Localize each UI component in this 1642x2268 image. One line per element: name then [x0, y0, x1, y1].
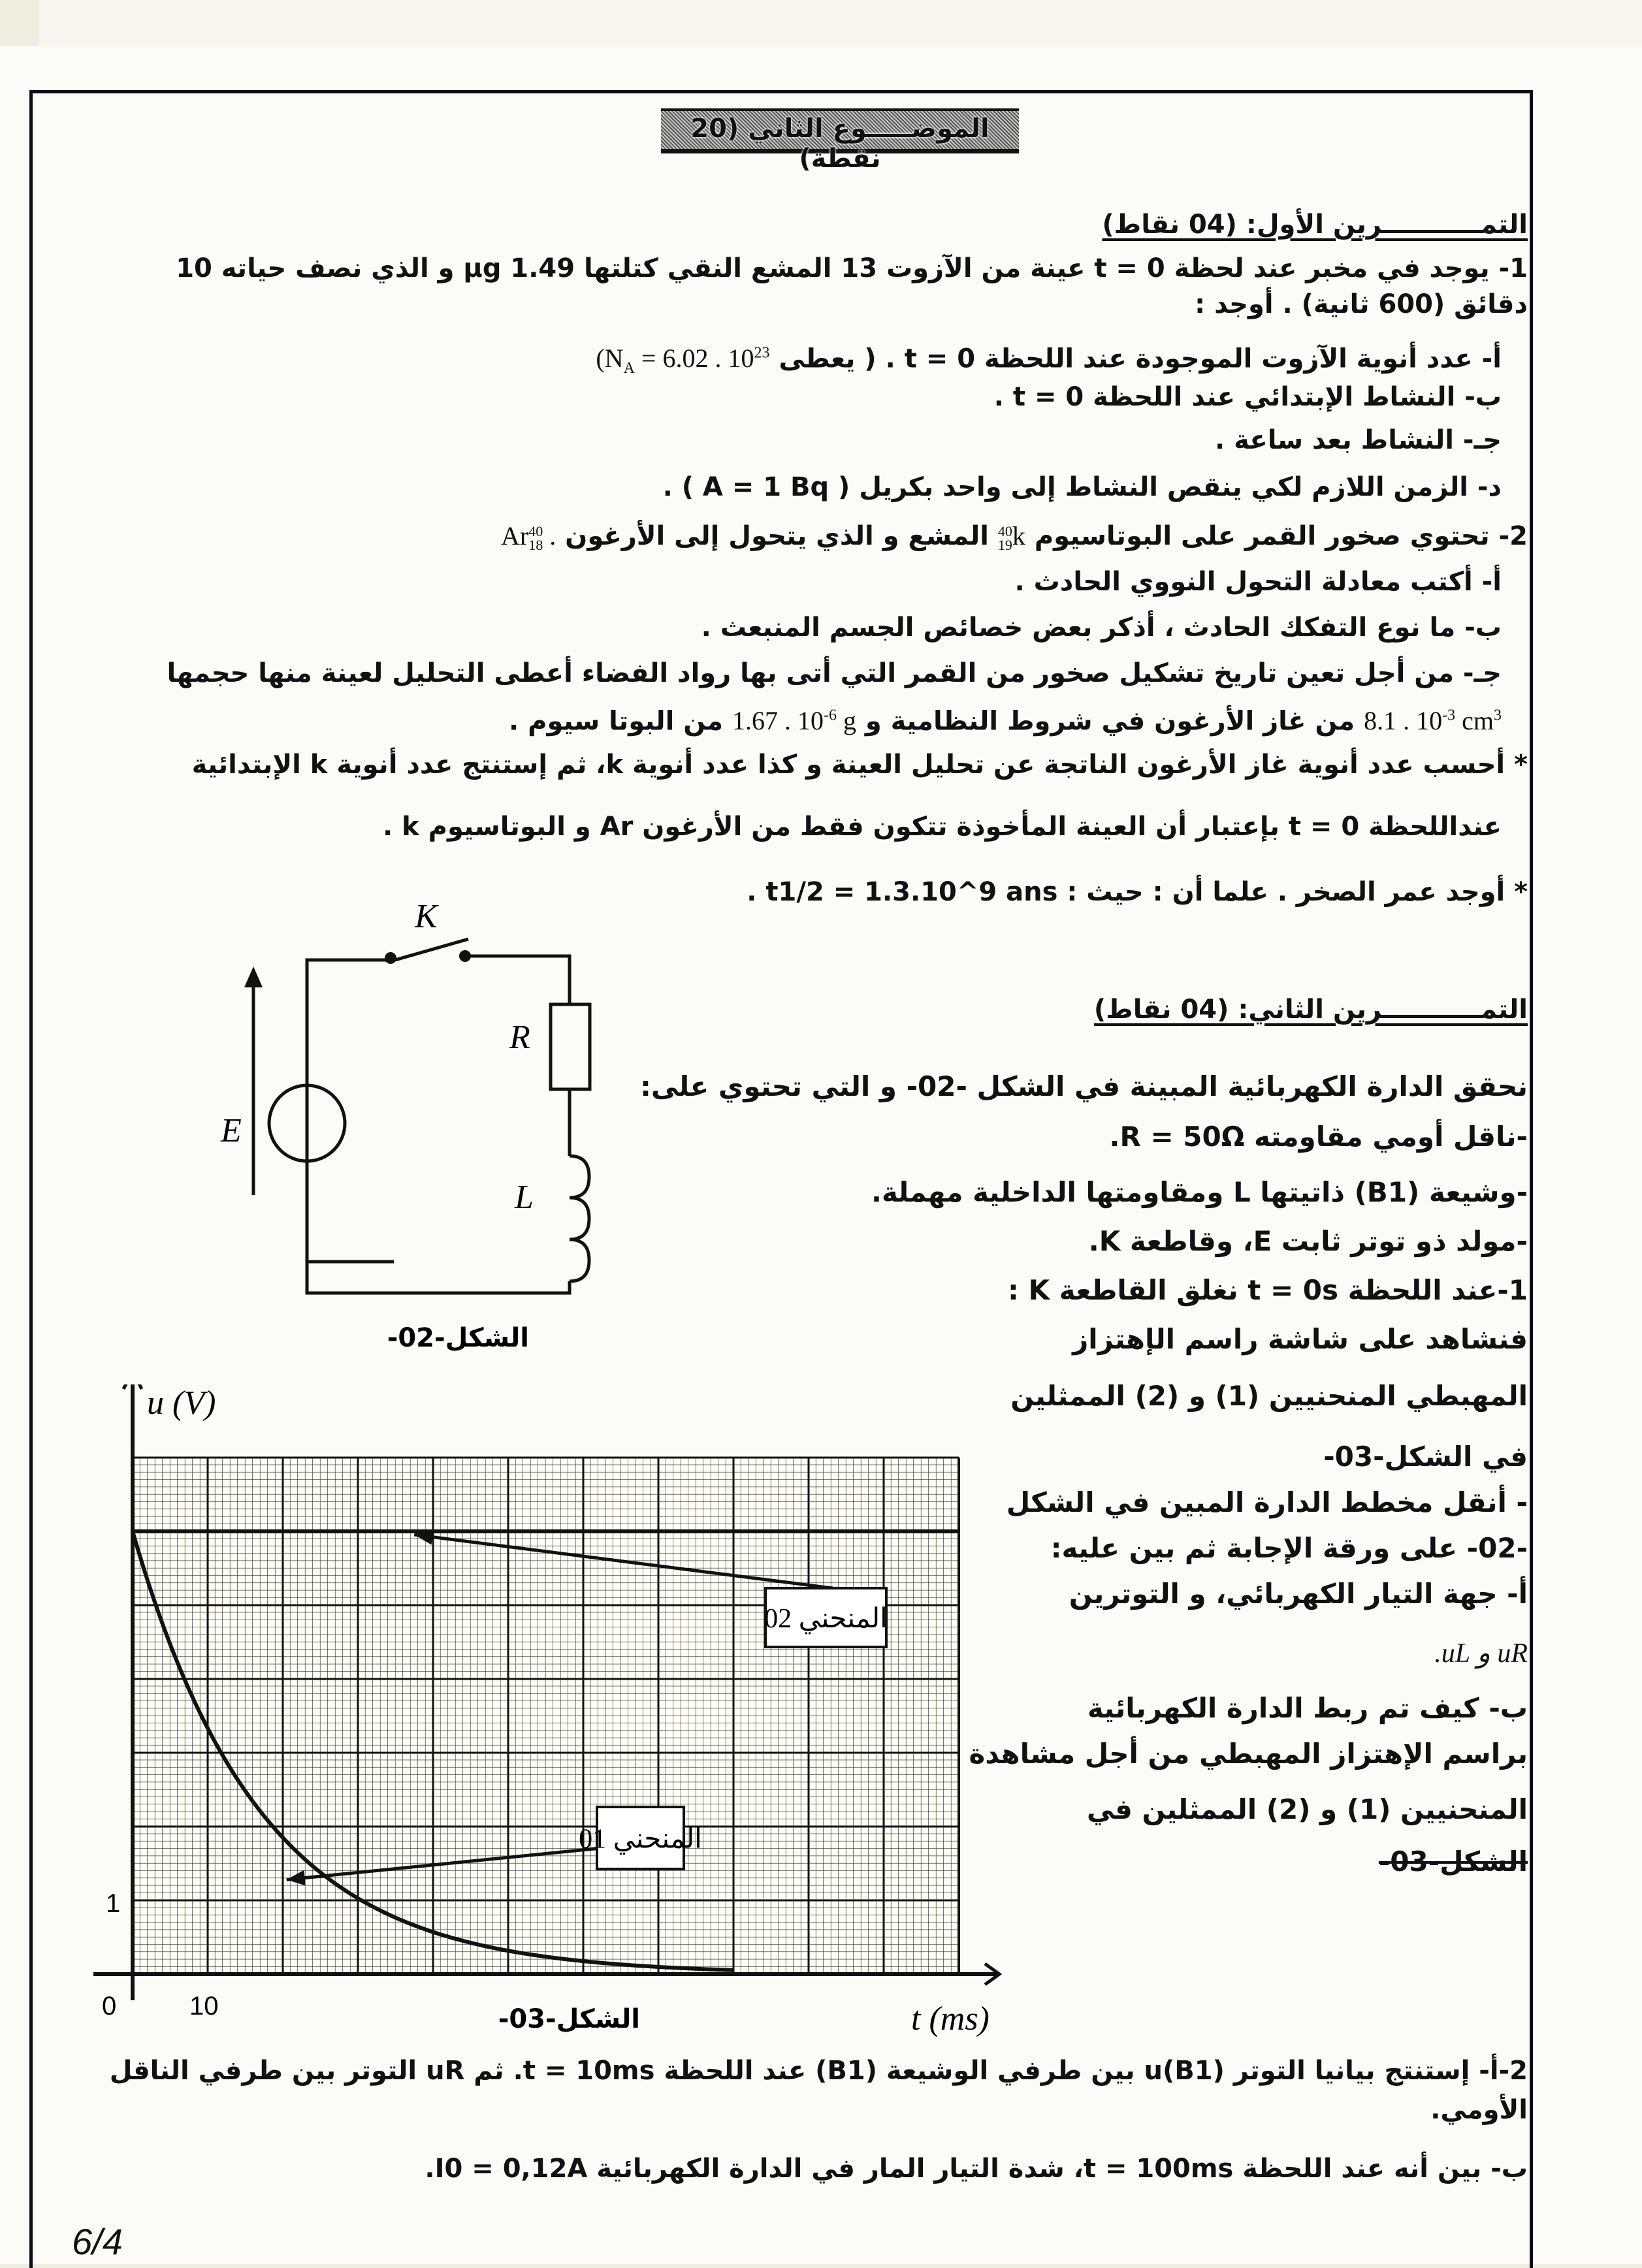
figure-02-caption: الشكل-02-: [387, 1323, 529, 1353]
ex2-q1-line4: في الشكل-03-: [1323, 1440, 1528, 1474]
na-sub: A: [624, 360, 635, 377]
exercise2-heading: التمـــــــــــرين الثاني: (04 نقاط): [1094, 993, 1528, 1027]
ex1-q1-d: د- الزمن اللازم لكي ينقص النشاط إلى واحد بكريل ( A = 1 Bq ) .: [663, 470, 1502, 504]
page-number: 6/4: [72, 2220, 123, 2263]
ex1-q2-c-line2: [509, 699, 1502, 738]
switch-contact-left: [385, 952, 396, 964]
ex1-q2-star1-line2: عنداللحظة t = 0 بإعتبار أن العينة المأخوذة تتكون فقط من الأرغون Ar و البوتاسيوم k .: [383, 810, 1502, 844]
source-e-label: E: [220, 1112, 242, 1149]
ex1-q2-c-line2-text: من غاز الأرغون في شروط النظامية و: [865, 706, 1355, 736]
ex2-q1-line9: ب- كيف تم ربط الدارة الكهربائية: [1087, 1691, 1528, 1725]
ur-ul-symbols: uR و uL.: [1434, 1638, 1528, 1669]
ex2-q1-line7: أ- جهة التيار الكهربائي، و التوترين: [1069, 1577, 1528, 1611]
ex2-q1-line6: -02- على ورقة الإجابة ثم بين عليه:: [1051, 1531, 1528, 1565]
k-mass-number: 40: [998, 525, 1012, 539]
inductor-l: [570, 1156, 589, 1281]
resistor-r: [551, 1004, 590, 1089]
ex1-q1-line1: 1- يوجد في مخبر عند لحظة t = 0 عينة من الآزوت 13 المشع النقي كتلتها 1.49 μg و الذي نصف حياته 10: [176, 251, 1528, 285]
y-tick-label-1: 1: [106, 1889, 120, 1918]
figure-03-caption: الشكل-03-: [498, 2004, 640, 2034]
na-exponent: 23: [754, 345, 769, 362]
ex2-q2-line1: 2-أ- إستنتج بيانيا التوتر u(B1) بين طرفي الوشيعة (B1) عند اللحظة t = 10ms. ثم uR التوتر بين طرفي الناقل: [110, 2054, 1528, 2088]
ex2-q1-line5: - أنقل مخطط الدارة المبين في الشكل: [1006, 1486, 1528, 1520]
source-arrow-head: [244, 966, 263, 987]
k-symbol: k: [1012, 521, 1025, 551]
na-value: = 6.02 . 10: [635, 343, 754, 373]
ex2-q1-line2: فنشاهد على شاشة راسم الإهتزاز: [1072, 1322, 1528, 1356]
switch-k-label: K: [414, 898, 439, 935]
k-atomic-number: 19: [998, 539, 1012, 552]
ex1-q2-star1: * أحسب عدد أنوية غاز الأرغون الناتجة عن تحليل العينة و كذا عدد أنوية k، ثم إستنتج عدد أنوية k الإبتدائية: [192, 748, 1528, 782]
ex1-q2-text-a: 2- تحتوي صخور القمر على البوتاسيوم: [1035, 521, 1528, 551]
ex2-item1: -ناقل أومي مقاومته R = 50Ω.: [1110, 1120, 1528, 1154]
argon-symbol: Ar 40 18 .: [501, 521, 556, 551]
subject-title: الموضـــــوع الثاني (20 نقطة): [661, 114, 1019, 174]
exercise1-heading: التمـــــــــــرين الأول: (04 نقاط): [1102, 208, 1528, 242]
ex1-q2-b: ب- ما نوع التفكك الحادث ، أذكر بعض خصائص الجسم المنبعث .: [701, 611, 1502, 645]
chart-figure-03: [85, 1384, 1032, 2037]
ex1-q2-line1: [501, 519, 1528, 553]
ex2-q1-line11: المنحنيين (1) و (2) الممثلين في: [1087, 1793, 1528, 1827]
ex1-q1-c: جـ- النشاط بعد ساعة .: [1215, 423, 1502, 457]
plot-area: [93, 1384, 999, 2000]
avogadro-constant: ($N_A = 6.02$ . $10^{23}$: [596, 343, 769, 373]
switch-k-blade: [395, 939, 468, 960]
mass-unit: g: [837, 706, 856, 735]
wire-right-top: [470, 956, 570, 1004]
ex2-q1-line8: [1434, 1636, 1528, 1670]
ex1-q2-c-line2-end: من البوتا سيوم .: [509, 706, 723, 736]
potassium-mass: [732, 706, 856, 735]
curve-02-callout-label: المنحني 02: [764, 1604, 888, 1634]
ex1-q2-star2: * أوجد عمر الصخر . علما أن : حيث : t1/2 = 1.3.10^9 ans .: [747, 875, 1528, 909]
ar-atomic-number: 18: [528, 539, 543, 552]
ex1-q1-line2: دقائق (600 ثانية) . أوجد :: [1195, 287, 1528, 321]
ex1-q2-text-b: المشع و الذي يتحول إلى الأرغون: [565, 521, 989, 551]
x-axis-label: t (ms): [911, 2000, 990, 2037]
ex2-q1-line12: الشكل-03-: [1379, 1845, 1528, 1879]
paper-fold-edge: [39, 0, 1642, 48]
volume-unit: cm: [1455, 706, 1494, 735]
resistor-r-label: R: [509, 1019, 530, 1056]
volume-unit-exponent: 3: [1494, 707, 1502, 724]
ex2-item2: -وشيعة (B1) ذاتيتها L ومقاومتها الداخلية مهملة.: [871, 1175, 1528, 1209]
potassium-symbol: [998, 521, 1025, 551]
circuit-diagram: [183, 875, 653, 1358]
volume-mantissa: 8.1 . 10: [1364, 706, 1442, 735]
subject-title-box: [661, 108, 1019, 153]
ex1-q1-b: ب- النشاط الإبتدائي عند اللحظة t = 0 .: [994, 380, 1502, 414]
ex1-q1-a: [596, 336, 1502, 385]
wire-left-top: [307, 960, 395, 1262]
ex1-q1-a-text: أ- عدد أنوية الآزوت الموجودة عند اللحظة t = 0 . ( يعطى: [779, 343, 1502, 374]
minor-grid: [133, 1458, 959, 1974]
ex2-q2b-line1: ب- بين أنه عند اللحظة t = 100ms، شدة التيار المار في الدارة الكهربائية I0 = 0,12A.: [425, 2152, 1528, 2186]
inductor-l-label: L: [514, 1179, 534, 1216]
ex2-intro: نحقق الدارة الكهربائية المبينة في الشكل -02- و التي تحتوي على:: [640, 1070, 1528, 1104]
argon-volume: [1364, 706, 1502, 735]
y-axis-label: u (V): [147, 1384, 216, 1422]
ar-mass-number: 40: [528, 525, 543, 539]
x-tick-label-10: 10: [189, 1992, 219, 2020]
switch-contact-right: [459, 950, 471, 962]
mass-exponent: -6: [824, 707, 837, 724]
mass-mantissa: 1.67 . 10: [732, 706, 824, 735]
curve-01-callout-label: المنحني 01: [579, 1825, 702, 1855]
ex2-q1-line1: 1-عند اللحظة t = 0s نغلق القاطعة K :: [1008, 1273, 1528, 1307]
ex2-q1-line10: براسم الإهتزاز المهبطي من أجل مشاهدة: [969, 1737, 1528, 1771]
ex1-q2-c-line1: جـ- من أجل تعين تاريخ تشكيل صخور من القمر التي أتى بها رواد الفضاء أعطى التحليل لعينة منها حجمها: [167, 656, 1502, 690]
ex2-q1-line3: المهبطي المنحنيين (1) و (2) الممثلين: [1010, 1379, 1528, 1413]
ar-symbol: Ar: [501, 521, 528, 551]
ex1-q2-a: أ- أكتب معادلة التحول النووي الحادث .: [1014, 565, 1502, 599]
volume-exponent: -3: [1442, 707, 1455, 724]
ex2-item3: -مولد ذو توتر ثابت E، وقاطعة K.: [1089, 1224, 1528, 1258]
na-symbol: N: [605, 343, 624, 373]
x-tick-label-0: 0: [102, 1992, 116, 2020]
ex2-q2-line2: الأومي.: [1430, 2093, 1528, 2127]
